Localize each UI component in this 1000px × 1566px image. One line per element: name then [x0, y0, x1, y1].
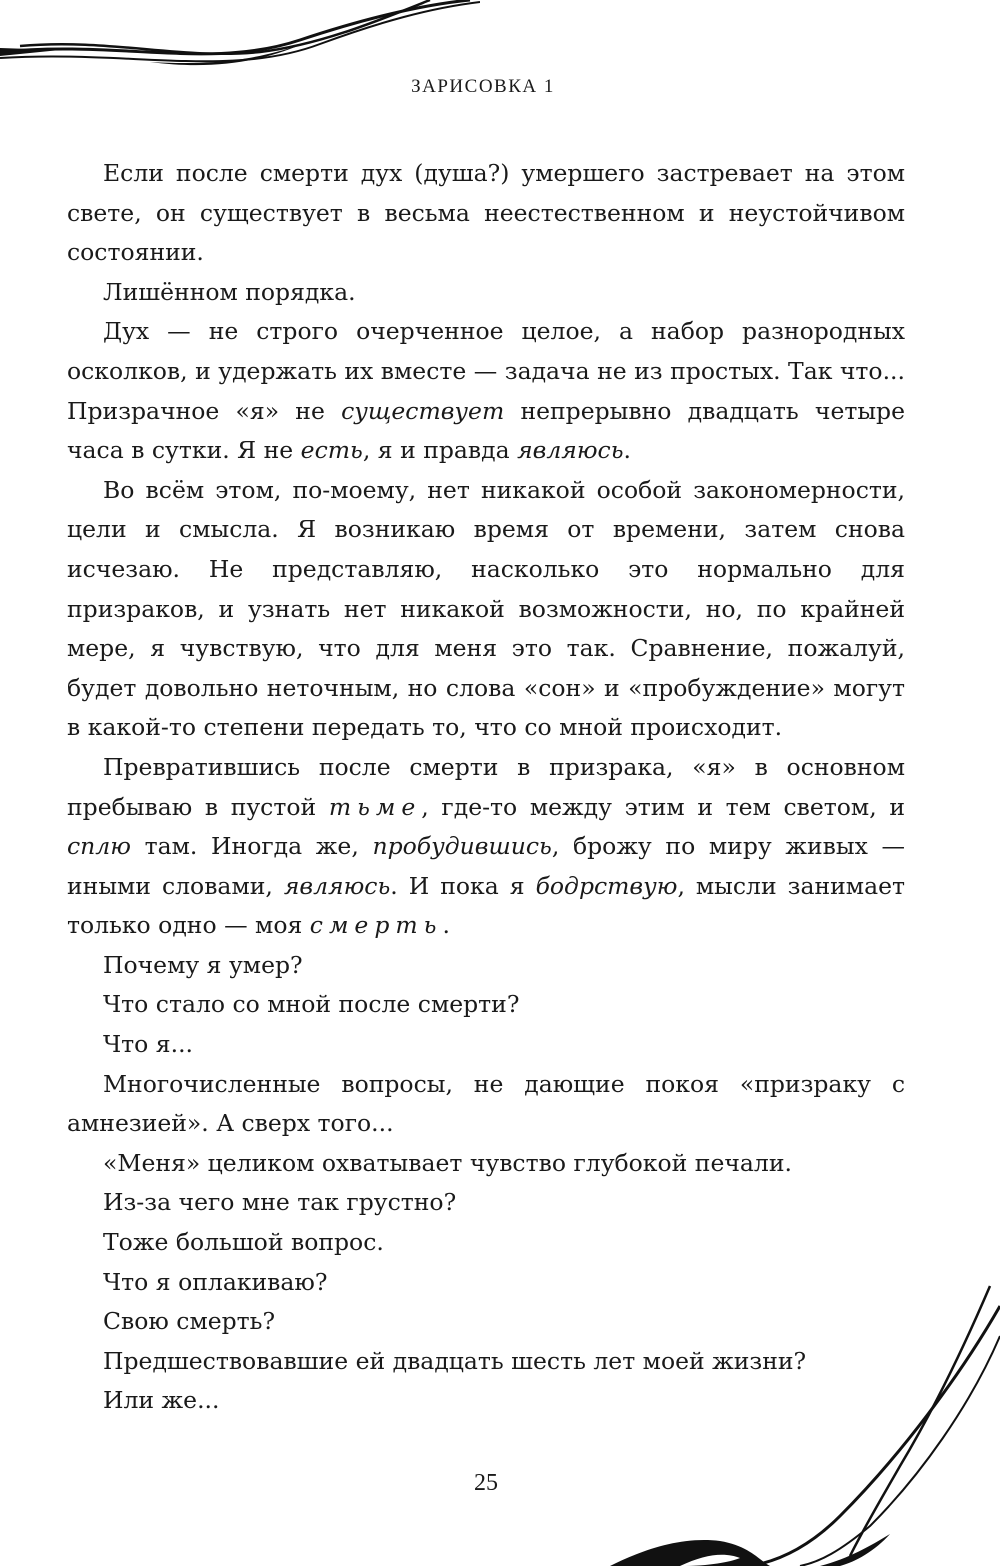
italic-emphasis: есть	[300, 436, 363, 465]
text-run: Многочисленные вопросы, не дающие покоя «призраку с амнезией». А сверх того...	[67, 1069, 905, 1138]
text-run: Если после смерти дух (душа?) умершего застревает на этом свете, он существует в весьма неестественном и неустойчивом состоянии.	[67, 159, 905, 267]
text-run: Превратившись после смерти в призрака, «я» в основном пребываю в пустой	[67, 752, 905, 821]
text-run: Свою смерть?	[103, 1307, 276, 1336]
text-run: Что я...	[103, 1030, 194, 1059]
paragraph	[67, 1302, 905, 1342]
body-text	[67, 154, 905, 1421]
text-run: .	[623, 436, 631, 465]
text-run: , мысли занимает только одно — моя	[67, 871, 905, 940]
spaced-emphasis: смерть	[309, 911, 443, 940]
paragraph	[67, 748, 905, 946]
running-head: ЗАРИСОВКА 1	[411, 76, 555, 97]
text-run: Предшествовавшие ей двадцать шесть лет моей жизни?	[103, 1346, 807, 1375]
paragraph	[67, 1065, 905, 1144]
text-run: Из-за чего мне так грустно?	[103, 1188, 457, 1217]
paragraph	[67, 1183, 905, 1223]
text-run: Что стало со мной после смерти?	[103, 990, 520, 1019]
paragraph	[67, 1263, 905, 1303]
paragraph	[67, 946, 905, 986]
paragraph	[67, 1381, 905, 1421]
text-run: , где-то между этим и тем светом, и	[421, 792, 905, 821]
paragraph	[67, 1223, 905, 1263]
italic-emphasis: существует	[341, 396, 505, 425]
text-run: Лишённом порядка.	[103, 277, 356, 306]
spaced-emphasis: тьме	[328, 792, 422, 821]
text-run: . И пока я	[390, 871, 536, 900]
italic-emphasis: являюсь	[517, 436, 624, 465]
paragraph	[67, 985, 905, 1025]
paragraph	[67, 1144, 905, 1184]
text-run: Что я оплакиваю?	[103, 1267, 328, 1296]
paragraph	[67, 471, 905, 748]
text-run: , я и правда	[362, 436, 518, 465]
text-run: .	[442, 911, 450, 940]
italic-emphasis: сплю	[67, 832, 131, 861]
text-run: Дух — не строго очерченное целое, а набор разнородных осколков, и удержать их вместе — задача не из простых. Так что... Призрачное «я» не	[67, 317, 905, 425]
text-run: «Меня» целиком охватывает чувство глубокой печали.	[103, 1148, 792, 1177]
paragraph	[67, 1025, 905, 1065]
text-run: Почему я умер?	[103, 950, 303, 979]
page-number: 25	[474, 1470, 498, 1496]
paragraph	[67, 1342, 905, 1382]
paragraph	[67, 312, 905, 470]
text-run: там. Иногда же,	[130, 832, 373, 861]
text-run: , брожу по миру живых — иными словами,	[67, 832, 906, 900]
italic-emphasis: пробудившись	[372, 832, 552, 861]
paragraph	[67, 154, 905, 273]
decorative-swirl-top	[0, 0, 480, 75]
italic-emphasis: являюсь	[283, 871, 391, 900]
text-run: непрерывно двадцать четыре часа в сутки. Я не	[67, 396, 906, 465]
italic-emphasis: бодрствую	[535, 871, 678, 900]
text-run: Или же...	[103, 1386, 220, 1415]
text-run: Во всём этом, по-моему, нет никакой особой закономерности, цели и смысла. Я возникаю время от времени, затем снова исчезаю. Не представляю, насколько это нормально для призраков, и узнать нет никакой возможности, но, по крайней мере, я чувствую, что для меня это так. Сравнение, пожалуй, будет довольно неточным, но слова «сон» и «пробуждение» могут в какой-то степени передать то, что со мной происходит.	[67, 475, 905, 742]
paragraph	[67, 273, 905, 313]
text-run: Тоже большой вопрос.	[103, 1228, 384, 1257]
